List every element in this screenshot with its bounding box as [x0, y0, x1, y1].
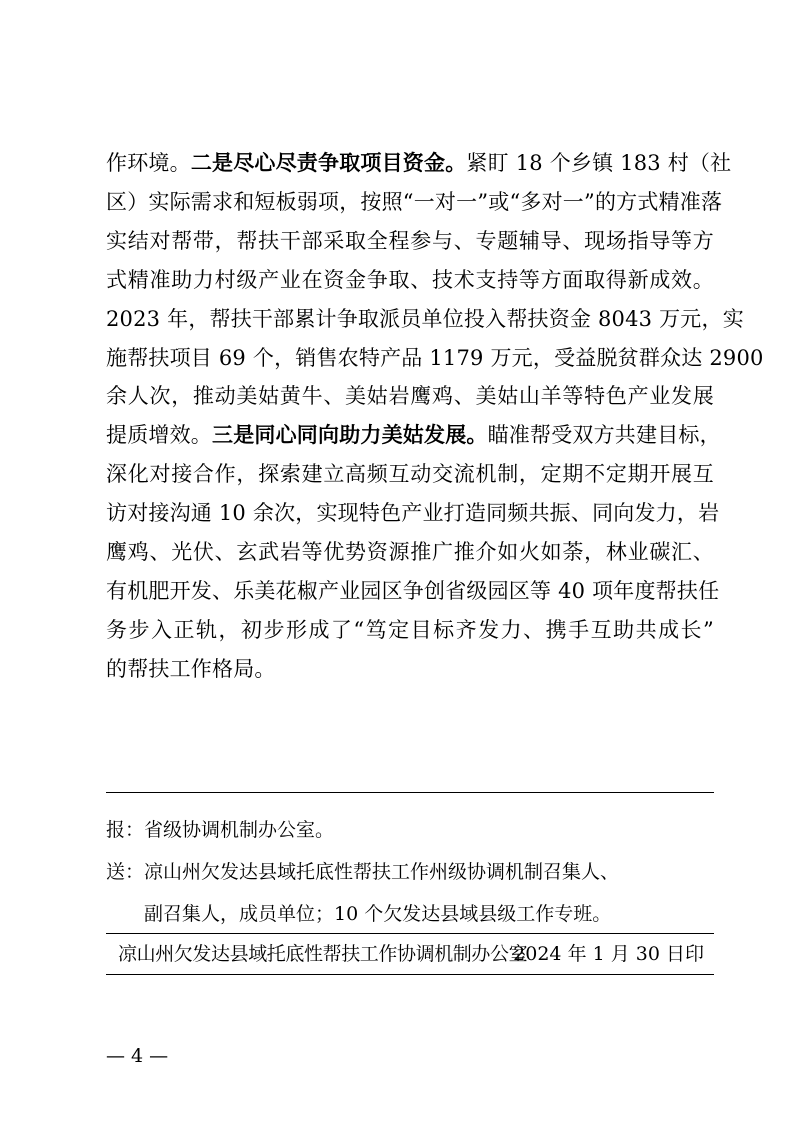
body-line-7: 余人次，推动美姑黄牛、美姑岩鹰鸡、美姑山羊等特色产业发展 — [106, 384, 714, 409]
body-line-10: 访对接沟通 10 余次，实现特色产业打造同频共振、同向发力，岩 — [106, 501, 720, 526]
body-line-1 — [106, 144, 732, 183]
body-line-9: 深化对接合作，探索建立高频互动交流机制，定期不定期开展互 — [106, 462, 714, 487]
body-line-3: 实结对帮带，帮扶干部采取全程参与、专题辅导、现场指导等方 — [106, 228, 714, 253]
body-line-2: 区）实际需求和短板弱项，按照“一对一”或“多对一”的方式精准落 — [106, 189, 723, 214]
body-line-4: 式精准助力村级产业在资金争取、技术支持等方面取得新成效。 — [106, 267, 714, 292]
footer-top-rule — [106, 933, 714, 934]
distribution-top-rule — [106, 792, 714, 793]
body-paragraph — [106, 144, 764, 689]
body-line-6: 施帮扶项目 69 个，销售农特产品 1179 万元，受益脱贫群众达 2900 — [106, 345, 764, 370]
bold-heading-two: 二是尽心尽责争取项目资金。 — [190, 150, 467, 175]
body-text-run: 瞄准帮受双方共建目标， — [487, 423, 721, 448]
body-line-5: 2023 年，帮扶干部累计争取派员单位投入帮扶资金 8043 万元，实 — [106, 306, 744, 331]
report-to-line: 报：省级协调机制办公室。 — [106, 819, 335, 841]
body-text-run: 紧盯 18 个乡镇 183 村（社 — [466, 151, 732, 175]
body-line-13: 务步入正轨，初步形成了“笃定目标齐发力、携手互助共成长” — [106, 617, 714, 642]
body-line-11: 鹰鸡、光伏、玄武岩等优势资源推广推介如火如荼，林业碳汇、 — [106, 540, 714, 565]
body-text-run: 提质增效。 — [106, 423, 212, 448]
send-to-line-2: 副召集人，成员单位；10 个欠发达县域县级工作专班。 — [144, 903, 612, 925]
issuing-office: 凉山州欠发达县域托底性帮扶工作协调机制办公室 — [118, 943, 528, 965]
page-number: — 4 — — [106, 1045, 169, 1067]
body-text-run: 作环境。 — [106, 151, 191, 175]
body-line-8 — [106, 416, 721, 455]
body-line-12: 有机肥开发、乐美花椒产业园区争创省级园区等 40 项年度帮扶任 — [106, 578, 720, 603]
footer-bottom-rule — [106, 974, 714, 975]
print-date: 2024 年 1 月 30 日印 — [513, 943, 704, 965]
body-line-14: 的帮扶工作格局。 — [106, 656, 276, 681]
bold-heading-three: 三是同心同向助力美姑发展。 — [212, 422, 488, 448]
send-to-line-1: 送：凉山州欠发达县域托底性帮扶工作州级协调机制召集人、 — [106, 861, 620, 883]
